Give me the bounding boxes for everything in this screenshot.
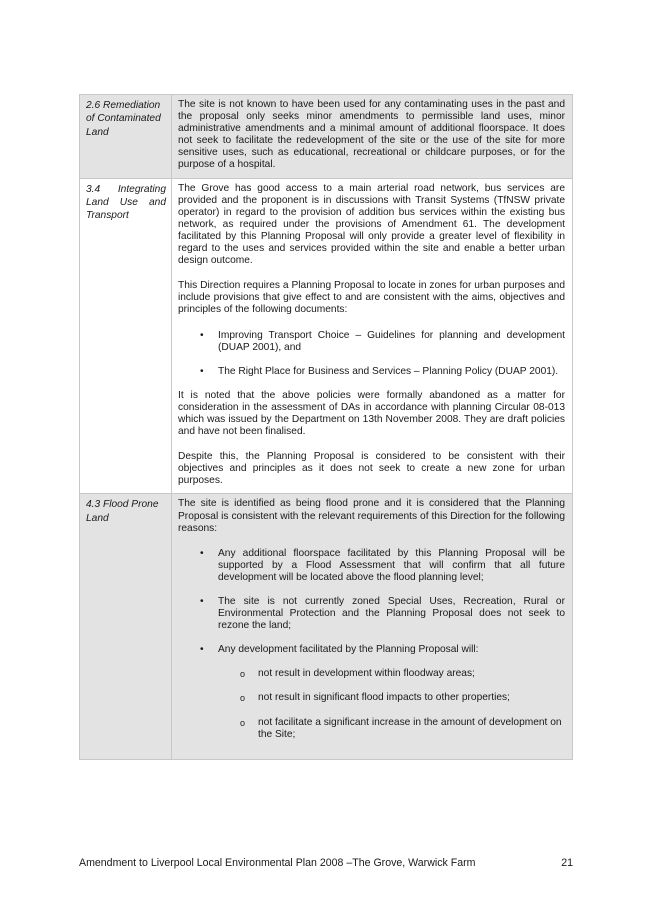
sub-bullet-list — [218, 668, 565, 740]
bullet-list — [178, 548, 565, 741]
direction-label: 3.4 Integrating Land Use and Transport — [80, 179, 172, 494]
bullet-icon: • — [200, 644, 204, 656]
list-item — [178, 644, 565, 740]
list-item-text: The Right Place for Business and Services – Planning Policy (DUAP 2001). — [218, 365, 559, 377]
direction-comment — [172, 95, 572, 178]
direction-label: 2.6 Remediation of Contaminated Land — [80, 95, 172, 178]
sub-list-item-text: not result in development within floodway areas; — [258, 668, 475, 680]
circle-bullet-icon: o — [240, 693, 246, 704]
sub-list-item — [218, 668, 565, 680]
paragraph: Despite this, the Planning Proposal is considered to be consistent with their objectives and principles as it does not seek to create a new zone for urban purposes. — [178, 451, 565, 487]
direction-label: 4.3 Flood Prone Land — [80, 494, 172, 758]
table-row — [80, 178, 572, 494]
paragraph: It is noted that the above policies were formally abandoned as a matter for consideration in the assessment of DAs in accordance with planning Circular 08-013 which was issued by the Department on 13th November 2008. They are draft policies and have not been finalised. — [178, 389, 565, 438]
list-item-text: Any development facilitated by the Planning Proposal will: — [218, 644, 479, 656]
list-item — [178, 330, 565, 354]
direction-comment — [172, 494, 572, 758]
table-row — [80, 95, 572, 178]
list-item — [178, 548, 565, 584]
sub-list-item — [218, 717, 565, 741]
paragraph: The site is identified as being flood prone and it is considered that the Planning Proposal is consistent with the relevant requirements of this Direction for the following reasons: — [178, 498, 565, 534]
consistency-table — [79, 94, 573, 760]
bullet-icon: • — [200, 547, 204, 559]
page-footer — [79, 857, 573, 869]
bullet-icon: • — [200, 329, 204, 341]
bullet-icon: • — [200, 596, 204, 607]
bullet-icon: • — [200, 365, 204, 377]
circle-bullet-icon: o — [240, 669, 246, 680]
sub-list-item — [218, 692, 565, 704]
list-item-text: The site is not currently zoned Special Uses, Recreation, Rural or Environmental Protection and the Planning Proposal does not seek to rezone the land; — [218, 596, 565, 632]
document-title: Amendment to Liverpool Local Environmental Plan 2008 –The Grove, Warwick Farm — [79, 857, 476, 869]
sub-list-item-text: not facilitate a significant increase in the amount of development on the Site; — [258, 716, 562, 740]
sub-list-item-text: not result in significant flood impacts to other properties; — [258, 692, 510, 704]
list-item — [178, 596, 565, 632]
list-item — [178, 366, 565, 378]
list-item-text: Improving Transport Choice – Guidelines for planning and development (DUAP 2001), and — [218, 329, 565, 353]
list-item-text: Any additional floorspace facilitated by this Planning Proposal will be supported by a Flood Assessment that will confirm that all future development will be located above the flood planning level; — [218, 547, 565, 583]
direction-comment — [172, 179, 572, 494]
circle-bullet-icon: o — [240, 717, 246, 728]
paragraph: The Grove has good access to a main arterial road network, bus services are provided and the proponent is in discussions with Transit Systems (TfNSW private operator) in regard to the provision of addition bus services within the existing bus network, as required under the provisions of Amendment 61. The development facilitated by this Planning Proposal will only provide a greater level of flexibility in regard to the uses and services provided within the site and enable a better urban design outcome. — [178, 182, 565, 267]
table-row — [80, 493, 572, 758]
bullet-list — [178, 330, 565, 378]
paragraph: This Direction requires a Planning Proposal to locate in zones for urban purposes and include provisions that give effect to and are consistent with the aims, objectives and principles of the following documents: — [178, 280, 565, 316]
paragraph: The site is not known to have been used for any contaminating uses in the past and the proposal only seeks minor amendments to permissible land uses, minor administrative amendments and a minimal amount of additional floorspace. It does not seek to facilitate the redevelopment of the site or the use of the site for more sensitive uses, such as educational, recreational or childcare purposes, or for the purpose of a hospital. — [178, 99, 565, 171]
page-number: 21 — [561, 857, 573, 869]
